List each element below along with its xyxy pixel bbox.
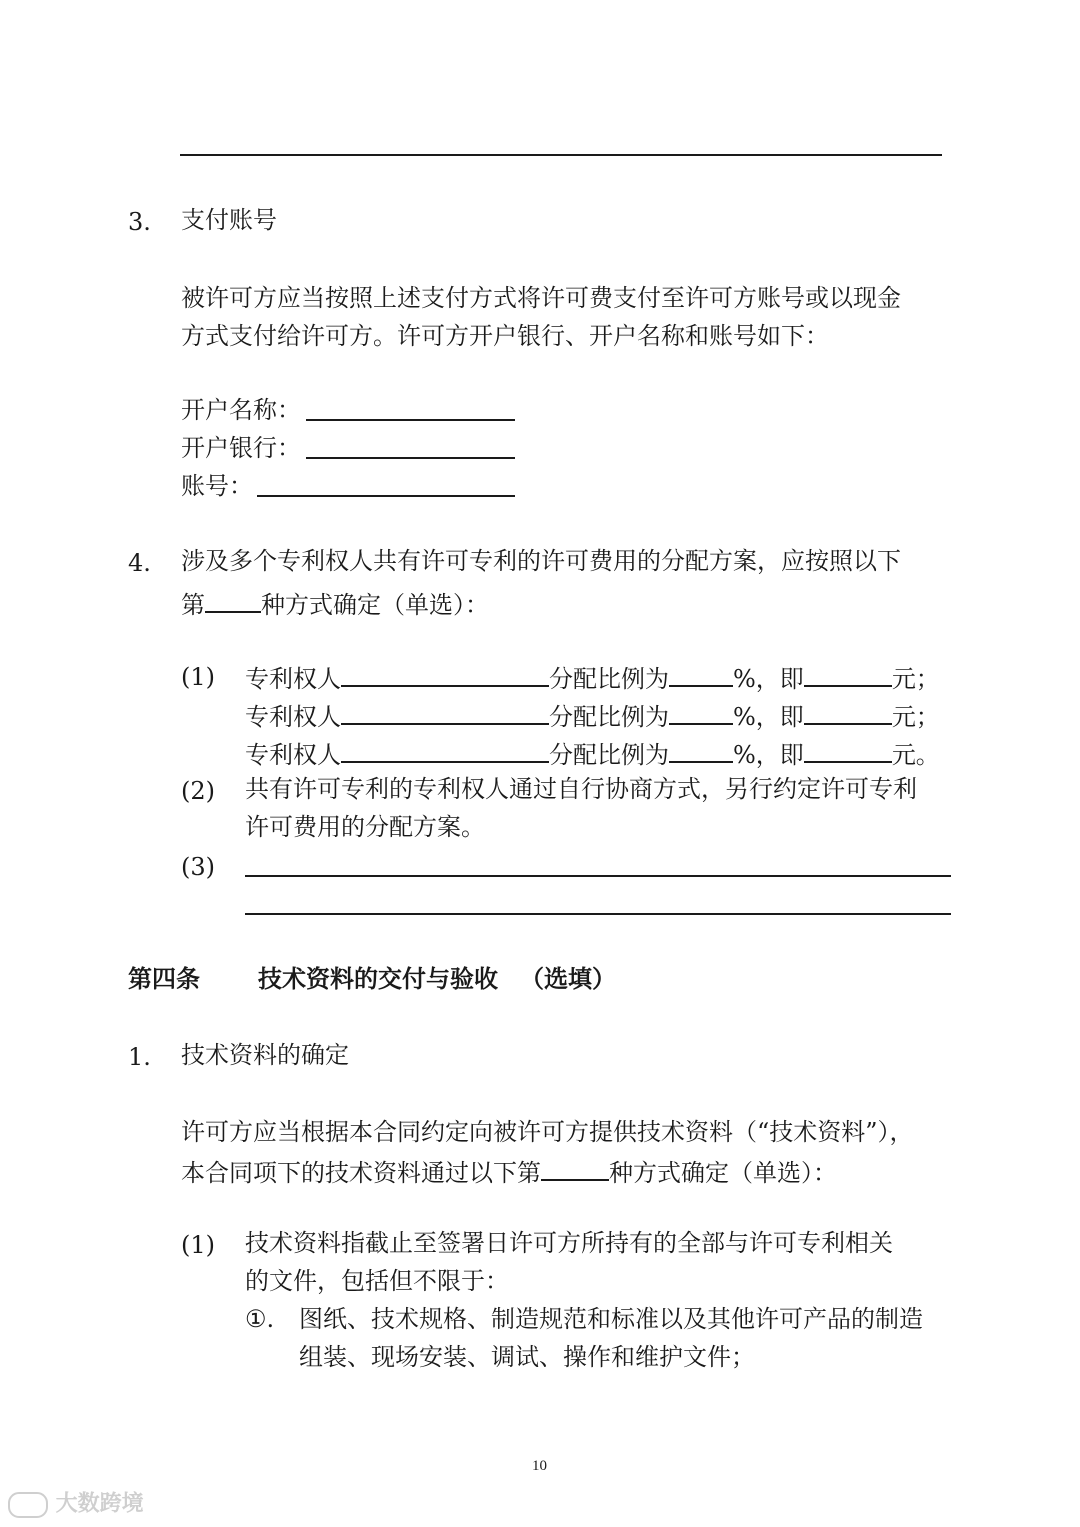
tech-method-blank [541,1157,609,1181]
section-4-line2-suffix: 种方式确定（单选）： [261,591,489,619]
allocation-row-3 [245,739,940,767]
section-3-para-line2: 方式支付给许可方。许可方开户银行、开户名称和账号如下： [181,322,829,350]
allocation-row-1 [245,663,940,691]
option-1-number: (1) [181,663,215,691]
method-blank [205,589,261,613]
tech-para-line2-suffix: 种方式确定（单选）： [609,1159,837,1187]
section-4-line2 [181,589,489,617]
option-3-number: (3) [181,853,215,881]
option-3-blank-2 [245,913,951,915]
watermark-logo-icon [8,1492,48,1518]
yuan-label: 元； [891,665,940,693]
section-4-line1: 涉及多个专利权人共有许可专利的许可费用的分配方案，应按照以下 [181,547,901,575]
tech-para-line1: 许可方应当根据本合同约定向被许可方提供技术资料（“技术资料”）， [181,1118,914,1146]
ratio-label: 分配比例为 [549,703,669,731]
tech-section-number: 1. [128,1043,151,1071]
percent-label: %，即 [733,703,804,731]
tech-option-1-line2: 的文件，包括但不限于： [245,1267,509,1295]
tech-option-1-number: (1) [181,1231,215,1259]
amount-blank [804,663,892,687]
section-4-line2-prefix: 第 [181,591,205,619]
tech-section-title: 技术资料的确定 [181,1041,349,1069]
bank-label: 开户银行： [181,434,301,462]
account-number-blank [257,495,515,497]
article-4-label: 第四条 [128,964,200,993]
allocation-row-2 [245,701,940,729]
option-2-line1: 共有许可专利的专利权人通过自行协商方式，另行约定许可专利 [245,775,917,803]
percent-label: %，即 [733,665,804,693]
tech-sub-1-line1: 图纸、技术规格、制造规范和标准以及其他许可产品的制造 [299,1305,923,1333]
ratio-blank [669,701,733,725]
watermark [8,1491,144,1518]
account-name-label: 开户名称： [181,396,301,424]
page-number: 10 [532,1458,547,1474]
article-4-title: 技术资料的交付与验收 [258,964,498,993]
ratio-blank [669,663,733,687]
account-name-blank [306,419,515,421]
section-4-number: 4. [128,549,151,577]
holder-label: 专利权人 [245,703,341,731]
section-3-number: 3. [128,208,151,236]
option-2-line2: 许可费用的分配方案。 [245,813,485,841]
top-rule [180,154,942,156]
percent-label: %，即 [733,741,804,769]
option-2-number: (2) [181,777,215,805]
tech-para-line2 [181,1157,837,1185]
tech-sub-1-line2: 组装、现场安装、调试、操作和维护文件； [299,1343,755,1371]
amount-blank [804,739,892,763]
ratio-label: 分配比例为 [549,665,669,693]
bank-blank [306,457,515,459]
tech-sub-1-number: ①. [245,1305,275,1333]
tech-option-1-line1: 技术资料指截止至签署日许可方所持有的全部与许可专利相关 [245,1229,893,1257]
holder-blank [341,701,549,725]
article-4-note: （选填） [520,964,616,993]
holder-label: 专利权人 [245,741,341,769]
holder-label: 专利权人 [245,665,341,693]
tech-para-line2-prefix: 本合同项下的技术资料通过以下第 [181,1159,541,1187]
holder-blank [341,739,549,763]
holder-blank [341,663,549,687]
account-number-label: 账号： [181,472,253,500]
watermark-text: 大数跨境 [55,1491,144,1517]
ratio-blank [669,739,733,763]
option-3-blank-1 [245,875,951,877]
yuan-label: 元； [891,703,940,731]
yuan-label: 元。 [891,741,940,769]
section-3-title: 支付账号 [181,206,277,234]
ratio-label: 分配比例为 [549,741,669,769]
amount-blank [804,701,892,725]
section-3-para-line1: 被许可方应当按照上述支付方式将许可费支付至许可方账号或以现金 [181,284,901,312]
